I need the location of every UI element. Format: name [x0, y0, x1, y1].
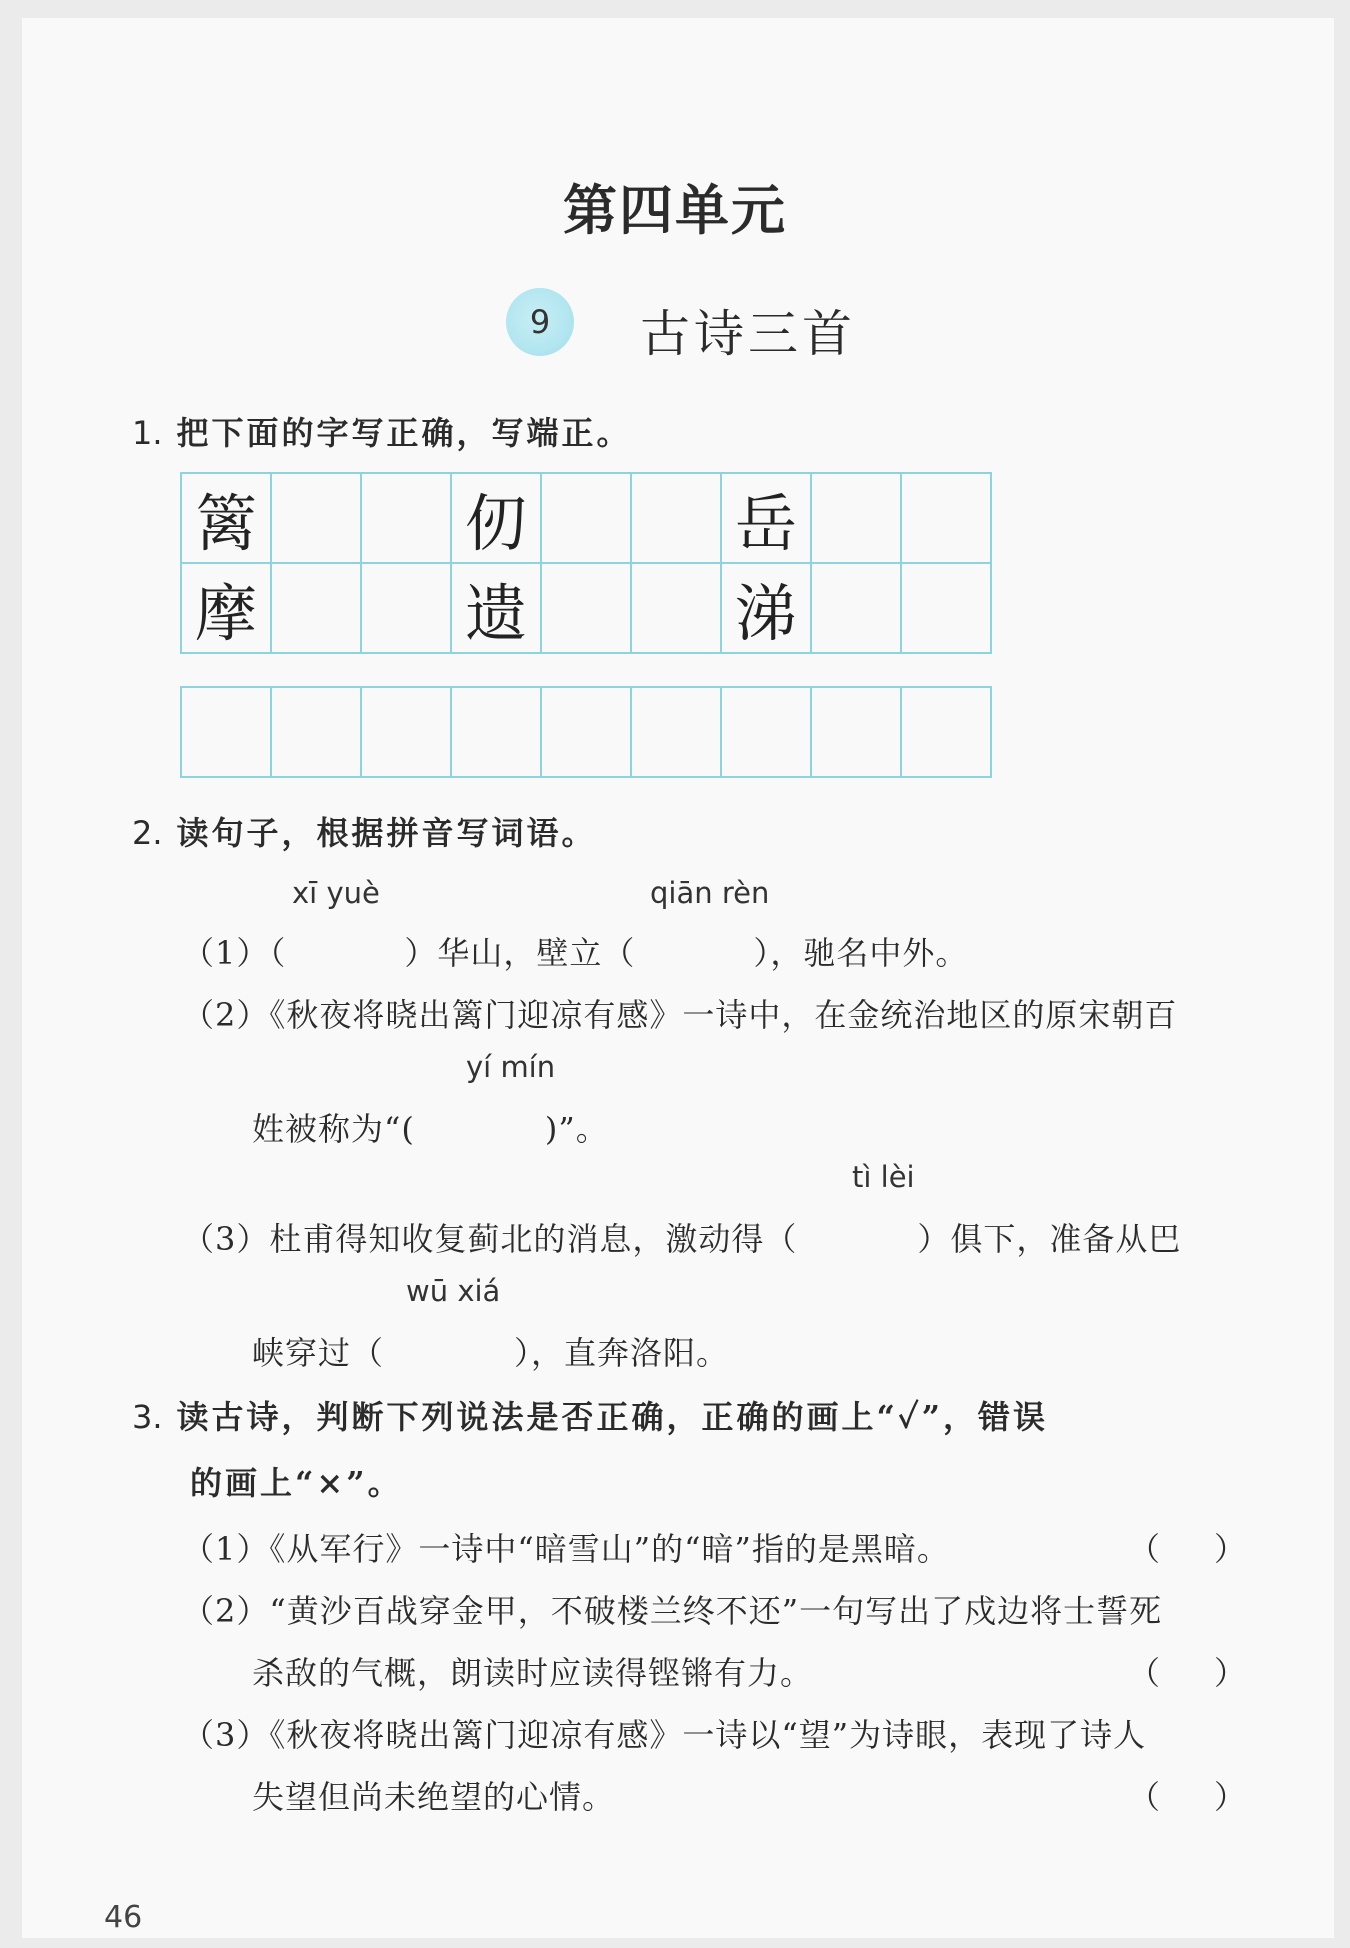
lesson-number-badge: 9 — [506, 288, 574, 356]
grid-cell-blank[interactable] — [632, 688, 722, 778]
q2-item1-label: （1） — [182, 934, 270, 972]
q3-item1-text: 《从军行》一诗中“暗雪山”的“暗”指的是黑暗。 — [269, 1530, 950, 1568]
grid-cell-blank[interactable] — [902, 474, 992, 564]
writing-grid-extra — [180, 686, 992, 778]
question-3-text-line1: 读古诗，判断下列说法是否正确，正确的画上“✓”，错误 — [176, 1398, 1048, 1436]
question-1-text: 把下面的字写正确，写端正。 — [176, 414, 632, 452]
unit-title: 第四单元 — [563, 178, 787, 242]
grid-cell-blank[interactable] — [632, 564, 722, 654]
q2-item2 — [182, 990, 1177, 1036]
pinyin-wuxia: wū xiá — [406, 1274, 501, 1308]
judge-paren-open-3: （ — [1128, 1778, 1161, 1816]
q2-item3-label: （3） — [182, 1220, 270, 1258]
grid-cell-blank[interactable] — [362, 564, 452, 654]
question-1-number: 1. — [132, 414, 163, 452]
q2-item1 — [182, 928, 968, 974]
judge-paren-open-1: （ — [1128, 1530, 1161, 1568]
q2-item1-end: ），驰名中外。 — [753, 934, 969, 972]
question-2-text: 读句子，根据拼音写词语。 — [176, 814, 597, 852]
q2-item3-cont-b: ），直奔洛阳。 — [514, 1334, 730, 1372]
judge-paren-close-1: ） — [1214, 1530, 1247, 1568]
grid-cell: 岳 — [722, 474, 812, 564]
q2-item2-text: 《秋夜将晓出篱门迎凉有感》一诗中，在金统治地区的原宋朝百 — [269, 996, 1178, 1034]
grid-cell: 仞 — [452, 474, 542, 564]
question-3-heading — [132, 1392, 1048, 1438]
question-3-number: 3. — [132, 1398, 163, 1436]
grid-cell-blank[interactable] — [272, 474, 362, 564]
question-3-text-line2: 的画上“×”。 — [190, 1464, 403, 1502]
grid-cell-blank[interactable] — [452, 688, 542, 778]
q3-item2-line1: “黄沙百战穿金甲，不破楼兰终不还”一句写出了戍边将士誓死 — [269, 1592, 1163, 1630]
q2-item3-cont — [252, 1328, 729, 1374]
question-1-heading — [132, 408, 632, 454]
q2-item1-mid: ）华山，壁立（ — [404, 934, 636, 972]
grid-cell-blank[interactable] — [902, 688, 992, 778]
judge-answer-box-3[interactable] — [1172, 1772, 1218, 1812]
q2-item2-cont — [252, 1104, 609, 1150]
grid-cell: 遗 — [452, 564, 542, 654]
q2-item2-cont-a: 姓被称为“( — [252, 1110, 415, 1148]
grid-cell-blank[interactable] — [362, 474, 452, 564]
q2-item3-text-a: 杜甫得知收复蓟北的消息，激动得（ — [269, 1220, 798, 1258]
pinyin-qianren: qiān rèn — [650, 876, 770, 910]
question-2-number: 2. — [132, 814, 163, 852]
q3-item2-label: （2） — [182, 1592, 270, 1630]
grid-cell: 涕 — [722, 564, 812, 654]
grid-cell-blank[interactable] — [272, 688, 362, 778]
grid-cell: 篱 — [182, 474, 272, 564]
q3-item2 — [182, 1586, 1162, 1632]
q3-item3-line2: 失望但尚未绝望的心情。 — [252, 1778, 616, 1816]
judge-paren-close-2: ） — [1214, 1654, 1247, 1692]
judge-paren-close-3: ） — [1214, 1778, 1247, 1816]
grid-cell-blank[interactable] — [542, 474, 632, 564]
pinyin-yimin: yí mín — [466, 1050, 556, 1084]
grid-cell-blank[interactable] — [362, 688, 452, 778]
grid-cell-blank[interactable] — [812, 474, 902, 564]
grid-cell-blank[interactable] — [722, 688, 812, 778]
q3-item2-line2: 杀敌的气概，朗读时应读得铿锵有力。 — [252, 1654, 814, 1692]
grid-cell-blank[interactable] — [812, 688, 902, 778]
grid-cell-blank[interactable] — [632, 474, 722, 564]
judge-paren-open-2: （ — [1128, 1654, 1161, 1692]
grid-cell-blank[interactable] — [542, 564, 632, 654]
writing-grid-main — [180, 472, 992, 654]
q2-item3 — [182, 1214, 1181, 1260]
q2-item3-text-b: ）俱下，准备从巴 — [917, 1220, 1182, 1258]
q2-item2-cont-b: )”。 — [544, 1110, 609, 1148]
q3-item3 — [182, 1710, 1146, 1756]
q3-item1-label: （1） — [182, 1530, 270, 1568]
judge-answer-box-2[interactable] — [1172, 1648, 1218, 1688]
question-2-heading — [132, 808, 597, 854]
pinyin-xiyue: xī yuè — [292, 876, 380, 910]
judge-answer-box-1[interactable] — [1172, 1524, 1218, 1564]
pinyin-tilei: tì lèi — [852, 1160, 915, 1194]
page-number: 46 — [104, 1900, 143, 1935]
q3-item3-label: （3） — [182, 1716, 270, 1754]
q2-item1-open: （ — [269, 934, 287, 972]
grid-cell-blank[interactable] — [902, 564, 992, 654]
q3-item1 — [182, 1524, 950, 1570]
lesson-title: 古诗三首 — [640, 305, 856, 363]
grid-cell-blank[interactable] — [182, 688, 272, 778]
grid-cell-blank[interactable] — [272, 564, 362, 654]
grid-cell-blank[interactable] — [542, 688, 632, 778]
grid-cell: 摩 — [182, 564, 272, 654]
grid-cell-blank[interactable] — [812, 564, 902, 654]
q2-item2-label: （2） — [182, 996, 270, 1034]
q2-item3-cont-a: 峡穿过（ — [252, 1334, 385, 1372]
q3-item3-line1: 《秋夜将晓出篱门迎凉有感》一诗以“望”为诗眼，表现了诗人 — [269, 1716, 1147, 1754]
